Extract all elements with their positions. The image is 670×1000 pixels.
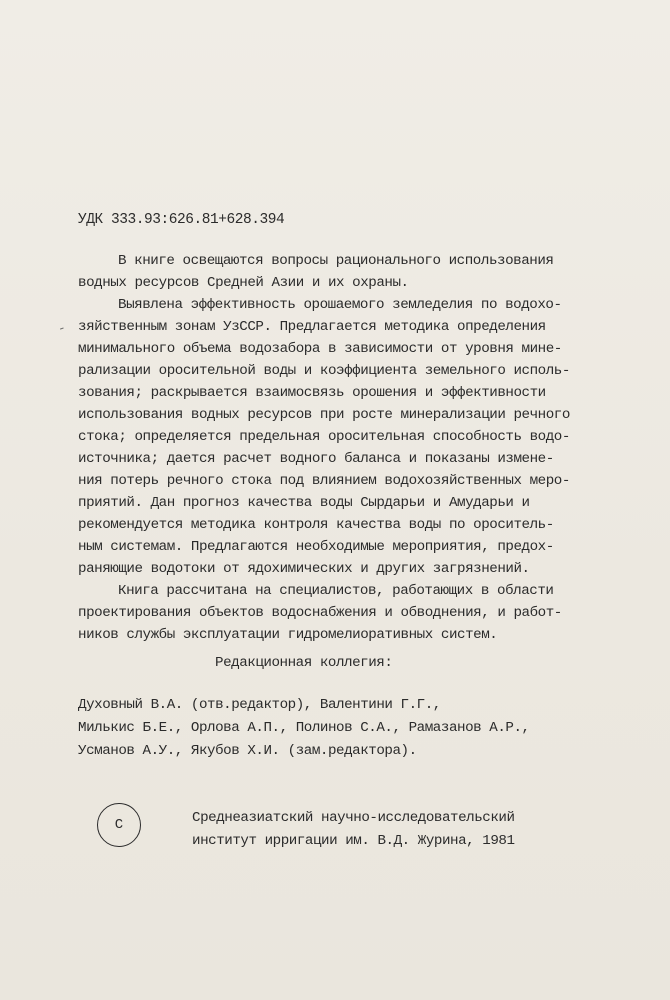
annotation-line: ния потерь речного стока под влиянием водохозяйственных меро- <box>78 473 570 489</box>
annotation-line: зяйственным зонам УзССР. Предлагается методика определения <box>78 319 546 335</box>
annotation-line: использования водных ресурсов при росте минерализации речного <box>78 407 570 423</box>
annotation-line: минимального объема водозабора в зависимости от уровня мине- <box>78 341 562 357</box>
copyright-symbol: С <box>114 817 124 833</box>
annotation-line: водных ресурсов Средней Азии и их охраны. <box>78 275 409 291</box>
annotation-line: рекомендуется методика контроля качества воды по ороситель- <box>78 517 554 533</box>
editorial-board-title: Редакционная коллегия: <box>215 655 393 671</box>
annotation-line: стока; определяется предельная оросительная способность водо- <box>78 429 570 445</box>
annotation-line: рализации оросительной воды и коэффициента земельного исполь- <box>78 363 570 379</box>
annotation-line: проектирования объектов водоснабжения и обводнения, и работ- <box>78 605 562 621</box>
annotation-line: зования; раскрывается взаимосвязь орошения и эффективности <box>78 385 546 401</box>
udk-code: УДК 333.93:626.81+628.394 <box>78 212 285 228</box>
editorial-board-line: Милькис Б.Е., Орлова А.П., Полинов С.А., Рамазанов А.Р., <box>78 720 530 736</box>
annotation-line: Книга рассчитана на специалистов, работающих в области <box>118 583 554 599</box>
annotation-line: источника; дается расчет водного баланса и показаны измене- <box>78 451 554 467</box>
annotation-line: приятий. Дан прогноз качества воды Сырдарьи и Амударьи и <box>78 495 530 511</box>
editorial-board-line: Усманов А.У., Якубов Х.И. (зам.редактора). <box>78 743 417 759</box>
annotation-line: Выявлена эффективность орошаемого земледелия по водохо- <box>118 297 562 313</box>
editorial-board-line: Духовный В.А. (отв.редактор), Валентини Г.Г., <box>78 697 441 713</box>
annotation-line: раняющие водотоки от ядохимических и других загрязнений. <box>78 561 530 577</box>
publisher-line: институт ирригации им. В.Д. Журина, 1981 <box>192 833 515 849</box>
copyright-icon <box>97 803 141 847</box>
publisher-line: Среднеазиатский научно-исследовательский <box>192 810 515 826</box>
annotation-line: В книге освещаются вопросы рационального использования <box>118 253 554 269</box>
margin-mark: - <box>55 320 69 337</box>
annotation-line: ников службы эксплуатации гидромелиоративных систем. <box>78 627 498 643</box>
annotation-line: ным системам. Предлагаются необходимые мероприятия, предох- <box>78 539 554 555</box>
